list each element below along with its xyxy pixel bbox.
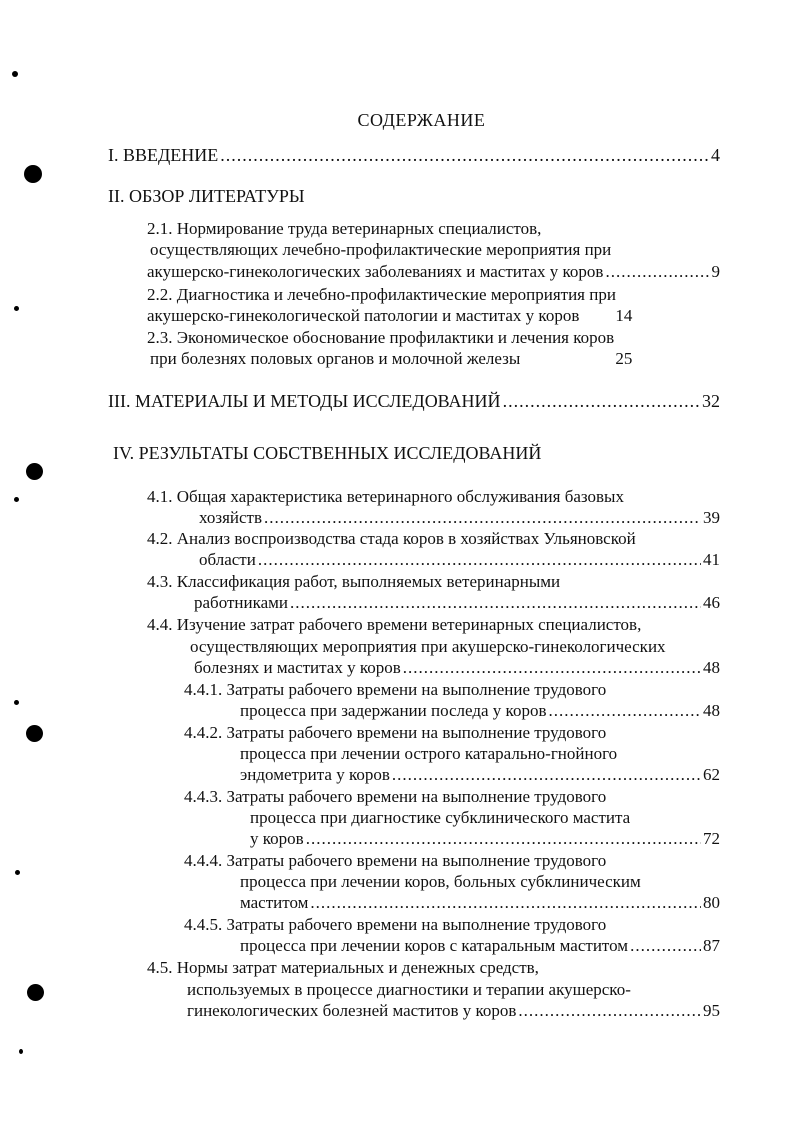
page-number: 4 — [711, 145, 720, 165]
toc-entry-4-4-line3 — [194, 658, 720, 678]
toc-entry-4-4-2-line1: 4.4.2. Затраты рабочего времени на выполнение трудового — [184, 723, 607, 742]
dot-leader — [264, 508, 701, 528]
toc-entry-text: процесса при лечении коров с катаральным маститом — [240, 936, 629, 955]
toc-entry-2-2-line1: 2.2. Диагностика и лечебно-профилактические мероприятия при — [147, 285, 616, 304]
page-number: 48 — [703, 701, 720, 720]
toc-entry-4-4-4-line1: 4.4.4. Затраты рабочего времени на выполнение трудового — [184, 851, 607, 870]
dot-leader — [220, 145, 709, 165]
toc-entry-text: работниками — [194, 593, 288, 612]
toc-entry-4-4-1-line1: 4.4.1. Затраты рабочего времени на выполнение трудового — [184, 680, 607, 699]
toc-entry-4-4-1-line2 — [240, 701, 720, 721]
toc-entry-2-1-line3 — [147, 262, 720, 282]
toc-entry-4-5-line1: 4.5. Нормы затрат материальных и денежных средств, — [147, 958, 539, 977]
toc-entry-4-4-3-line1: 4.4.3. Затраты рабочего времени на выполнение трудового — [184, 787, 607, 806]
scan-artifact-dot — [24, 165, 42, 183]
toc-entry-4-4-2-line2: процесса при лечении острого катарально-гнойного — [240, 744, 618, 763]
page-number: 95 — [703, 1001, 720, 1020]
toc-entry-4-4-3-line2: процесса при диагностике субклинического мастита — [250, 808, 631, 827]
dot-leader — [258, 550, 701, 570]
toc-entry-text: акушерско-гинекологической патологии и маститах у коров — [147, 306, 580, 325]
toc-entry-4-1-line1: 4.1. Общая характеристика ветеринарного обслуживания базовых — [147, 487, 624, 506]
dot-leader — [630, 936, 701, 956]
toc-entry-4-4-line2: осуществляющих мероприятия при акушерско-гинекологических — [190, 637, 666, 656]
toc-entry-text: акушерско-гинекологических заболеваниях и маститах у коров — [147, 262, 604, 281]
scan-artifact-dot — [14, 700, 19, 705]
scan-artifact-dot — [12, 71, 18, 77]
scan-artifact-dot — [15, 870, 20, 875]
page-number: 62 — [703, 765, 720, 784]
toc-entry-4-2-line1: 4.2. Анализ воспроизводства стада коров в хозяйствах Ульяновской — [147, 529, 636, 548]
toc-entry-4-4-4-line2: процесса при лечении коров, больных субклиническим — [240, 872, 641, 891]
page-number: 14 — [615, 306, 633, 325]
toc-entry-4-4-2-line3 — [240, 765, 720, 785]
toc-entry-4-5-line2: используемых в процессе диагностики и терапии акушерско- — [187, 980, 631, 999]
toc-entry-4-4-line1: 4.4. Изучение затрат рабочего времени ветеринарных специалистов, — [147, 615, 642, 634]
toc-entry-text: хозяйств — [199, 508, 262, 527]
toc-heading-results: IV. РЕЗУЛЬТАТЫ СОБСТВЕННЫХ ИССЛЕДОВАНИЙ — [113, 443, 542, 463]
scan-artifact-dot — [27, 984, 44, 1001]
toc-entry-4-5-line3 — [187, 1001, 720, 1021]
toc-entry-4-2-line2 — [199, 550, 720, 570]
toc-entry-text: процесса при задержании последа у коров — [240, 701, 547, 720]
dot-leader — [548, 701, 701, 721]
toc-entry-text: III. МАТЕРИАЛЫ И МЕТОДЫ ИССЛЕДОВАНИЙ — [108, 391, 501, 411]
dot-leader — [290, 593, 701, 613]
toc-entry-methods — [108, 391, 720, 411]
page-number: 48 — [703, 658, 720, 677]
toc-entry-text: области — [199, 550, 256, 569]
dot-leader — [392, 765, 701, 785]
toc-entry-4-3-line1: 4.3. Классификация работ, выполняемых ветеринарными — [147, 572, 561, 591]
page-number: 25 — [615, 349, 633, 368]
toc-entry-2-3-line2 — [150, 349, 632, 369]
page-number: 9 — [711, 262, 720, 281]
scan-artifact-dot — [14, 306, 19, 311]
toc-entry-text: I. ВВЕДЕНИЕ — [108, 145, 219, 165]
dot-leader — [518, 1001, 701, 1021]
toc-entry-2-1-line1: 2.1. Нормирование труда ветеринарных специалистов, — [147, 219, 542, 238]
toc-entry-2-1-line2: осуществляющих лечебно-профилактические мероприятия при — [150, 240, 612, 259]
toc-entry-intro — [108, 145, 720, 165]
toc-heading-review: II. ОБЗОР ЛИТЕРАТУРЫ — [108, 186, 305, 206]
page-number: 87 — [703, 936, 720, 955]
scan-artifact-dot — [26, 463, 43, 480]
page-number: 32 — [702, 391, 720, 411]
dot-leader — [503, 391, 700, 411]
scan-artifact-dot — [19, 1049, 23, 1054]
toc-entry-4-4-4-line3 — [240, 893, 720, 913]
toc-entry-text: маститом — [240, 893, 309, 912]
page-number: 80 — [703, 893, 720, 912]
toc-entry-text: у коров — [250, 829, 304, 848]
toc-entry-4-4-5-line1: 4.4.5. Затраты рабочего времени на выполнение трудового — [184, 915, 607, 934]
page-title: СОДЕРЖАНИЕ — [357, 110, 486, 130]
toc-entry-4-3-line2 — [194, 593, 720, 613]
toc-entry-2-3-line1: 2.3. Экономическое обоснование профилактики и лечения коров — [147, 328, 615, 347]
page-number: 46 — [703, 593, 720, 612]
toc-entry-2-2-line2 — [147, 306, 632, 326]
dot-leader — [605, 262, 709, 282]
toc-entry-4-4-3-line3 — [250, 829, 720, 849]
page-number: 41 — [703, 550, 720, 569]
page-number: 72 — [703, 829, 720, 848]
toc-entry-text: эндометрита у коров — [240, 765, 390, 784]
dot-leader — [403, 658, 701, 678]
toc-entry-text: гинекологических болезней маститов у коров — [187, 1001, 517, 1020]
dot-leader — [310, 893, 701, 913]
dot-leader — [306, 829, 701, 849]
toc-entry-text: при болезнях половых органов и молочной железы — [150, 349, 521, 368]
toc-entry-text: болезнях и маститах у коров — [194, 658, 401, 677]
page-number: 39 — [703, 508, 720, 527]
toc-entry-4-1-line2 — [199, 508, 720, 528]
scan-artifact-dot — [14, 497, 19, 502]
toc-entry-4-4-5-line2 — [240, 936, 720, 956]
scan-artifact-dot — [26, 725, 43, 742]
